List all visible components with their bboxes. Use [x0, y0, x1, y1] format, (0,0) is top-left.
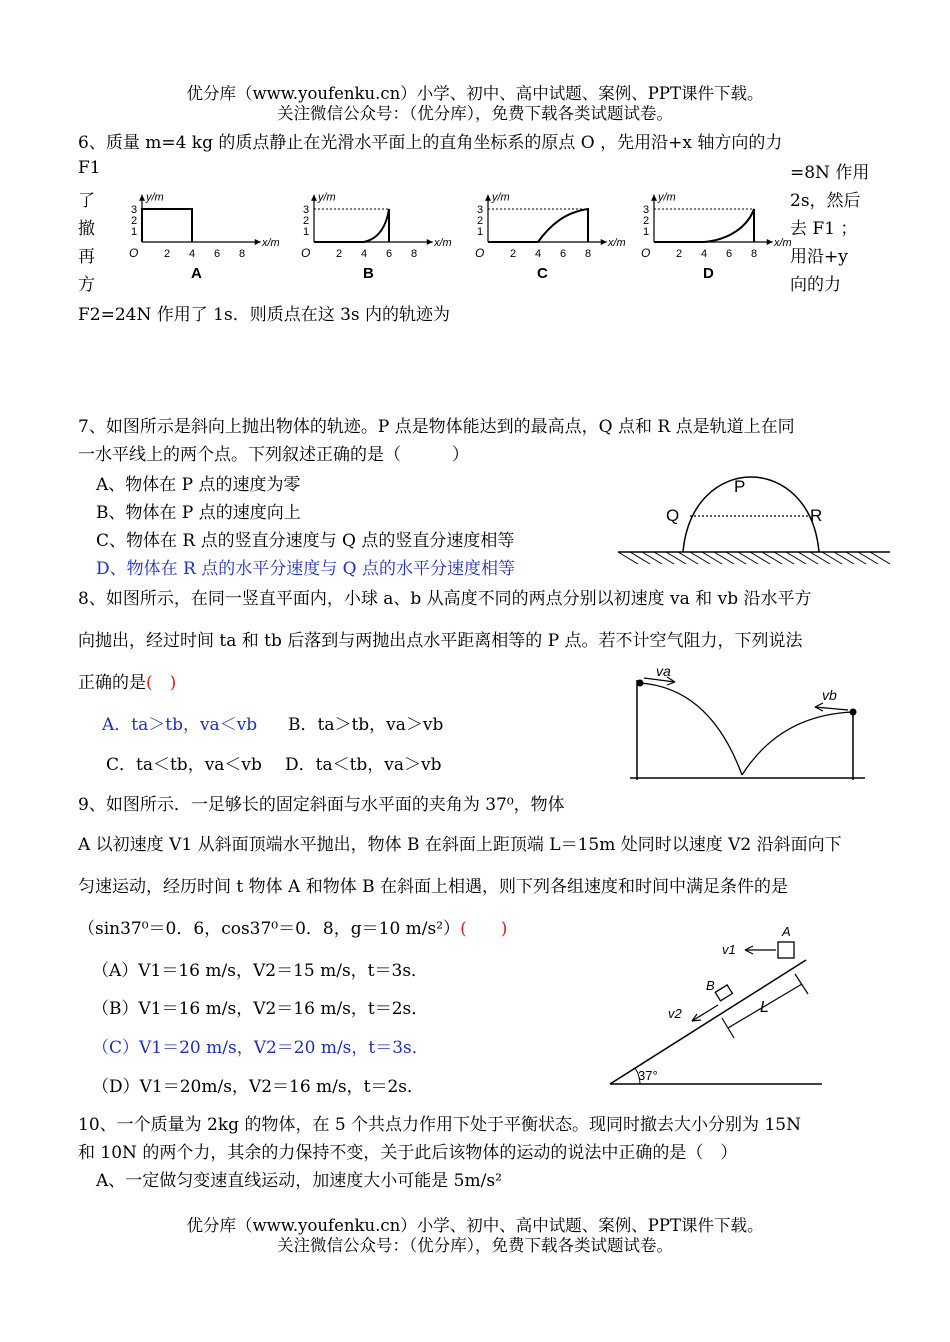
q9-label-v2: v2: [668, 1006, 682, 1021]
q6-graph-origin: O: [475, 246, 485, 260]
q6-graph-y-tick: 3: [131, 204, 138, 216]
q6-graph-y-arrow: [485, 195, 491, 201]
q6-graph-x-tick: 2: [336, 248, 343, 260]
q7-label-p: P: [734, 477, 746, 496]
q8-trajectory-b: [742, 712, 853, 775]
q6-graph-x-tick: 2: [676, 248, 683, 260]
q6-graph-trajectory: [488, 209, 588, 242]
q6-left-col-5: 方: [78, 275, 95, 295]
q10-stem-line-2: 和 10N 的两个力，其余的力保持不变，关于此后该物体的运动的说法中正确的是（ ）: [78, 1143, 738, 1163]
q8-option-a: A．ta＞tb，va＜vb: [102, 715, 258, 735]
q9-block-b: [715, 985, 732, 1001]
q9-stem-line-2: A 以初速度 V1 从斜面顶端水平抛出，物体 B 在斜面上距顶端 L＝15m 处同时以速度 V2 沿斜面向下: [78, 835, 842, 855]
q6-left-col-4: 再: [78, 247, 95, 267]
q6-right-col-1: =8N 作用: [790, 163, 870, 183]
q7-label-q: Q: [666, 506, 680, 525]
q6-graph-y-arrow: [139, 195, 145, 201]
q6-graph-label-b: B: [363, 265, 374, 282]
q9-stem-line-4: [78, 914, 507, 939]
q8-option-d: D．ta＜tb，va＞vb: [285, 755, 442, 775]
q6-stem-last-line: F2=24N 作用了 1s．则质点在这 3s 内的轨迹为: [78, 305, 451, 325]
q9-option-b: （B）V1＝16 m/s，V2＝16 m/s，t＝2s．: [92, 999, 429, 1019]
q8-answer-paren: ( ): [146, 673, 177, 693]
q9-label-v1: v1: [722, 942, 736, 957]
q6-graph-x-tick: 8: [411, 248, 418, 260]
q6-graph-y-tick: 1: [303, 226, 310, 238]
q7-ground-hatch: [618, 552, 890, 564]
q6-graph-x-tick: 6: [214, 248, 221, 260]
q9-stem-line-3: 匀速运动，经历时间 t 物体 A 和物体 B 在斜面上相遇，则下列各组速度和时间中满足条件的是: [78, 877, 789, 897]
q7-stem-line-2: 一水平线上的两个点。下列叙述正确的是（ ）: [78, 445, 469, 465]
q6-graph-y-label: y/m: [318, 191, 336, 204]
q6-graph-x-tick: 6: [726, 248, 733, 260]
q8-label-va: va: [656, 663, 671, 679]
q6-graph-x-label: x/m: [434, 237, 452, 249]
q6-graph-y-tick: 2: [303, 215, 310, 227]
footer-line-1: 优分库（www.youfenku.cn）小学、初中、高中试题、案例、PPT课件下载。: [186, 1216, 764, 1235]
q6-graph-y-tick: 1: [477, 226, 484, 238]
q6-graph-x-arrow: [601, 239, 607, 245]
q6-graph-y-tick: 3: [477, 204, 484, 216]
q7-option-d: D、物体在 R 点的水平分速度与 Q 点的水平分速度相等: [96, 559, 515, 579]
q9-option-d: （D）V1＝20m/s，V2＝16 m/s，t＝2s．: [92, 1077, 424, 1097]
q8-label-vb: vb: [822, 687, 837, 703]
q9-arrowhead-v2: [692, 1014, 701, 1021]
q6-graph-label-c: C: [537, 265, 548, 282]
q7-label-r: R: [810, 506, 823, 525]
q6-graph-y-tick: 3: [643, 204, 650, 216]
q6-graph-origin: O: [301, 246, 311, 260]
q6-graph-y-label: y/m: [492, 191, 510, 204]
header-line-2: 关注微信公众号：（优分库），免费下载各类试题试卷。: [277, 104, 673, 123]
q6-left-col-3: 撤: [78, 219, 95, 239]
q6-graph-x-tick: 4: [535, 248, 542, 260]
q6-graph-y-tick: 2: [131, 215, 138, 227]
q6-graph-y-label: y/m: [146, 191, 164, 204]
q8-stem-line-2: 向抛出，经过时间 ta 和 tb 后落到与两抛出点水平距离相等的 P 点。若不计空气阻力，下列说法: [78, 631, 803, 651]
q6-left-col-2: 了: [78, 191, 95, 211]
q10-stem-line-1: 10、一个质量为 2kg 的物体，在 5 个共点力作用下处于平衡状态。现同时撤去大小分别为 15N: [78, 1115, 801, 1135]
q6-graph-x-tick: 4: [361, 248, 368, 260]
q6-graph-origin: O: [129, 246, 139, 260]
q6-graph-x-tick: 8: [751, 248, 758, 260]
q8-option-c: C．ta＜tb，va＜vb: [106, 755, 262, 775]
q6-graph-x-label: x/m: [774, 237, 792, 249]
q7-stem-line-1: 7、如图所示是斜向上抛出物体的轨迹。P 点是物体能达到的最高点，Q 点和 R 点是轨道上在同: [78, 417, 795, 437]
q6-graph-x-arrow: [255, 239, 261, 245]
q6-graph-y-arrow: [651, 195, 657, 201]
q10-option-a: A、一定做匀变速直线运动，加速度大小可能是 5m/s²: [96, 1171, 502, 1191]
q8-stem-text: 正确的是: [78, 673, 146, 693]
q8-stem-line-1: 8、如图所示，在同一竖直平面内，小球 a、b 从高度不同的两点分别以初速度 va 和 vb 沿水平方: [78, 589, 812, 609]
q9-label-b: B: [706, 978, 715, 993]
q6-graph-y-tick: 1: [643, 226, 650, 238]
q9-label-a: A: [782, 924, 791, 939]
q6-trajectory-graphs: [120, 160, 792, 282]
q6-graph-x-tick: 6: [560, 248, 567, 260]
q9-option-c: （C）V1＝20 m/s，V2＝20 m/s，t＝3s．: [92, 1038, 429, 1058]
q7-projectile-figure: [610, 468, 895, 570]
q6-graph-trajectory: [142, 209, 192, 242]
q9-option-a: （A）V1＝16 m/s，V2＝15 m/s，t＝3s．: [92, 961, 429, 981]
q6-graph-x-tick: 6: [386, 248, 393, 260]
q6-stem-line-1: 6、质量 m=4 kg 的质点静止在光滑水平面上的直角坐标系的原点 O ，先用沿+x 轴方向的力: [78, 133, 783, 153]
q6-right-col-2: 2s，然后: [790, 191, 861, 211]
q6-graph-y-tick: 1: [131, 226, 138, 238]
q6-graph-x-tick: 8: [239, 248, 246, 260]
q8-stem-line-3: [78, 668, 176, 693]
q6-left-col-1: F1: [78, 158, 101, 178]
q6-graph-y-tick: 2: [477, 215, 484, 227]
q6-graph-trajectory: [314, 209, 389, 242]
q9-stem-line-1: 9、如图所示．一足够长的固定斜面与水平面的夹角为 37⁰，物体: [78, 795, 565, 815]
q6-graph-x-arrow: [767, 239, 773, 245]
q9-stem-constants: （sin37⁰＝0．6，cos37⁰＝0．8，g＝10 m/s²）: [78, 919, 461, 939]
q9-label-l: L: [760, 999, 769, 1016]
q6-graph-x-arrow: [427, 239, 433, 245]
q9-block-a: [778, 942, 794, 958]
q6-graph-x-label: x/m: [608, 237, 626, 249]
q6-graph-x-tick: 4: [701, 248, 708, 260]
q6-graph-x-tick: 2: [510, 248, 517, 260]
q6-graph-y-label: y/m: [658, 191, 676, 204]
q9-label-angle: 37°: [638, 1068, 658, 1083]
q7-option-a: A、物体在 P 点的速度为零: [96, 475, 301, 495]
q6-graph-x-tick: 8: [585, 248, 592, 260]
q8-trajectory-a: [640, 683, 742, 775]
q6-right-col-3: 去 F1 ；: [790, 219, 858, 239]
q6-graph-y-tick: 3: [303, 204, 310, 216]
q6-graph-label-d: D: [703, 265, 714, 282]
q6-right-col-5: 向的力: [790, 275, 841, 295]
q6-graph-x-label: x/m: [262, 237, 280, 249]
header-line-1: 优分库（www.youfenku.cn）小学、初中、高中试题、案例、PPT课件下载。: [186, 84, 764, 103]
q6-graph-origin: O: [641, 246, 651, 260]
q7-trajectory-arc: [683, 477, 819, 552]
q6-graph-x-tick: 2: [164, 248, 171, 260]
q6-graph-y-tick: 2: [643, 215, 650, 227]
q6-right-col-4: 用沿+y: [790, 247, 848, 267]
q7-option-b: B、物体在 P 点的速度向上: [96, 503, 301, 523]
q6-graph-label-a: A: [191, 265, 202, 282]
q6-graph-trajectory: [654, 209, 754, 242]
q6-graph-y-arrow: [311, 195, 317, 201]
q8-projectile-figure: [620, 660, 870, 785]
q7-option-c: C、物体在 R 点的竖直分速度与 Q 点的竖直分速度相等: [96, 531, 515, 551]
q6-graph-x-tick: 4: [189, 248, 196, 260]
footer-line-2: 关注微信公众号：（优分库），免费下载各类试题试卷。: [277, 1236, 673, 1255]
q9-answer-paren: ( ): [460, 919, 508, 939]
q8-option-b: B．ta＞tb，va＞vb: [288, 715, 444, 735]
q9-incline-figure: [600, 920, 830, 1090]
